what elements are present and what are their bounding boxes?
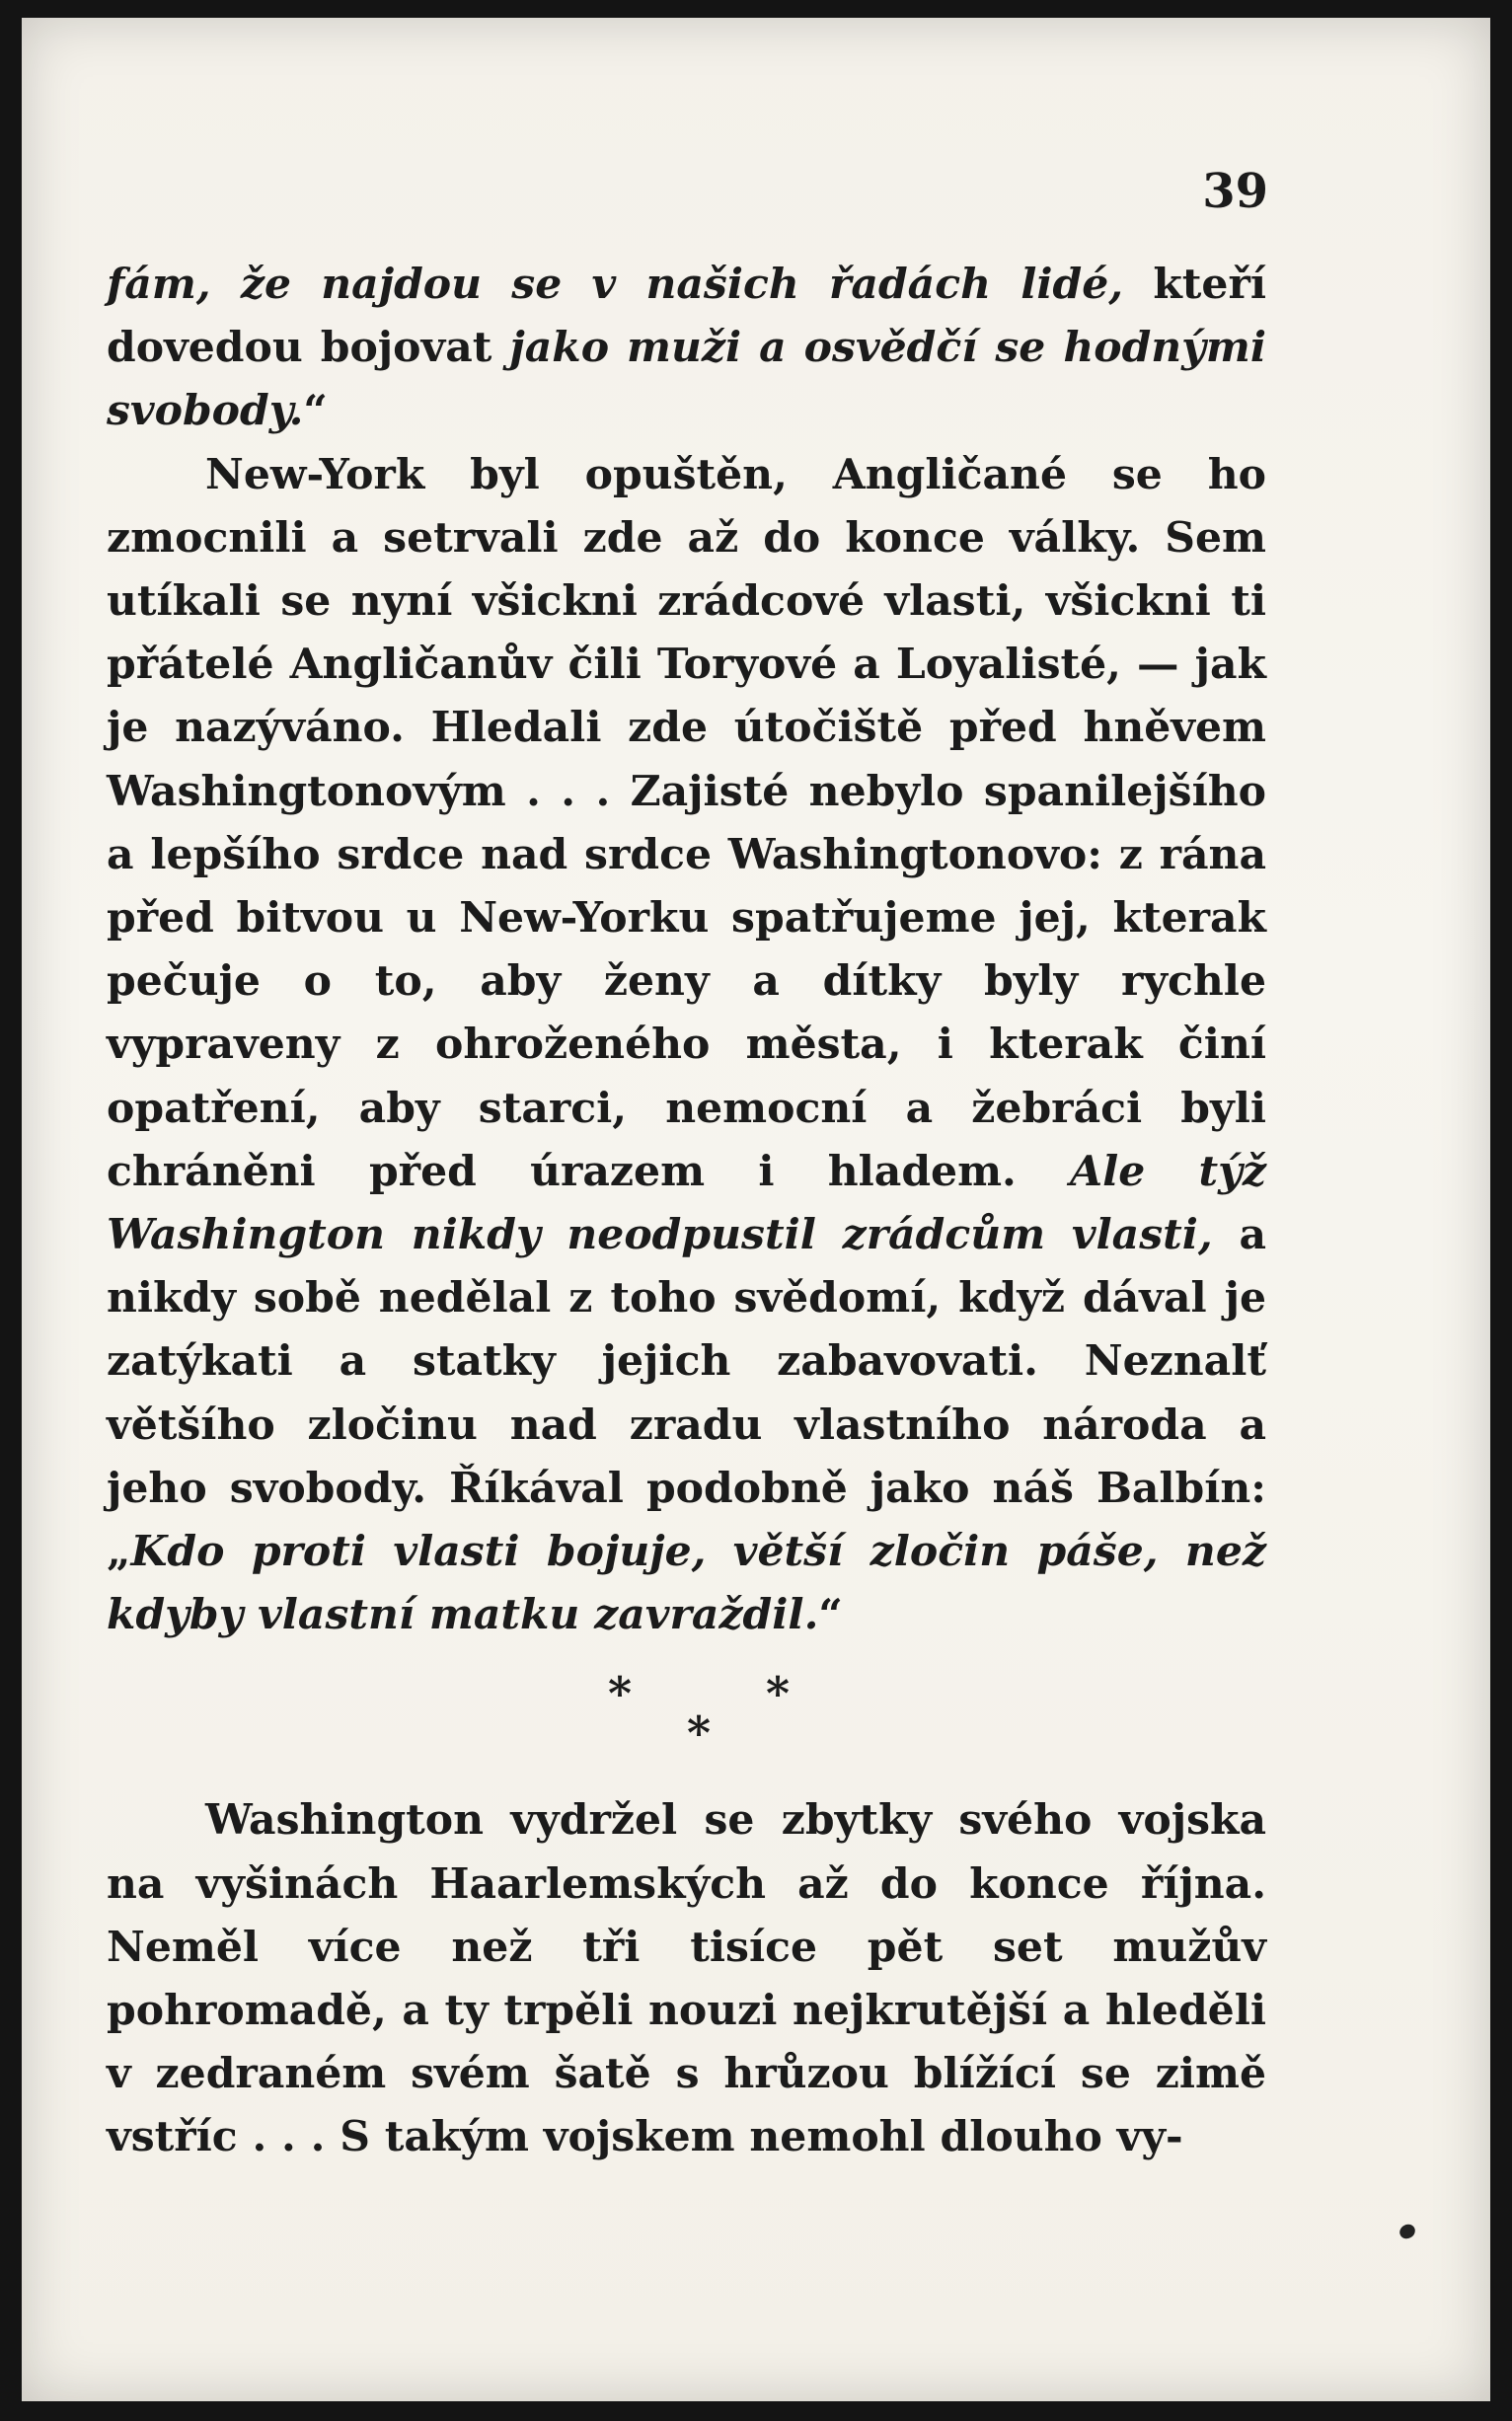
text-run: Washington vydržel se zbytky svého vojska na vyšinách Haarlemských až do konce října. Neměl více než tři tisíce pět set mužův pohromadě, a ty trpěli nouzi nejkrutější a hleděli v zedraném svém šatě s hrůzou blížící se zimě vstříc . . . S takým vojskem nemohl dlouho vy- bbox=[107, 1795, 1266, 2162]
italic-run: fám, že najdou se v našich řadách lidé, bbox=[107, 260, 1124, 309]
italic-run: Ale týž Washington nikdy neodpustil zrádcům vlasti, bbox=[107, 1146, 1266, 1260]
paragraph-3 bbox=[107, 1788, 1266, 2168]
asterisk: * bbox=[687, 1706, 712, 1761]
text-run: “ bbox=[818, 1590, 843, 1640]
book-page bbox=[22, 18, 1490, 2401]
asterisk: * bbox=[766, 1667, 791, 1721]
text-run: “ bbox=[303, 386, 328, 436]
text-run: a nikdy sobě nedělal z toho svědomí, když dával je zatýkati a statky jejich zabavovati. Neznalť většího zločinu nad zradu vlastního národa a jeho svobody. Říkával podobně jako náš Balbín: „ bbox=[107, 1210, 1266, 1577]
asterisk: * bbox=[608, 1667, 633, 1721]
section-separator bbox=[107, 1662, 1266, 1788]
ink-speck bbox=[1398, 2222, 1418, 2241]
text-run: New-York byl opuštěn, Angličané se ho zmocnili a setrvali zde až do konce války. Sem utíkali se nyní všickni zrádcové vlasti, všickni ti přátelé Angličanův čili Toryové a Loyalisté, — jak je nazýváno. Hledali zde útočiště před hněvem Washingtonovým . . . Zajisté nebylo spanilejšího a lepšího srdce nad srdce Washingtonovo: z rána před bitvou u New-Yorku spatřujeme jej, kterak pečuje o to, aby ženy a dítky byly rychle vypraveny z ohroženého města, i kterak činí opatření, aby starci, nemocní a žebráci byli chráněni před úrazem i hladem. bbox=[107, 449, 1266, 1196]
page-number: 39 bbox=[1202, 164, 1268, 219]
italic-run: jako muži a osvědčí se hodnými svobody. bbox=[107, 323, 1266, 436]
paragraph-1 bbox=[107, 253, 1266, 443]
text-run: kteří dovedou bojovat bbox=[107, 260, 1266, 373]
body-text bbox=[107, 253, 1266, 2169]
paragraph-2 bbox=[107, 443, 1266, 1647]
italic-run: Kdo proti vlasti bojuje, větší zločin páše, než kdyby vlastní matku zavraždil. bbox=[107, 1527, 1266, 1640]
